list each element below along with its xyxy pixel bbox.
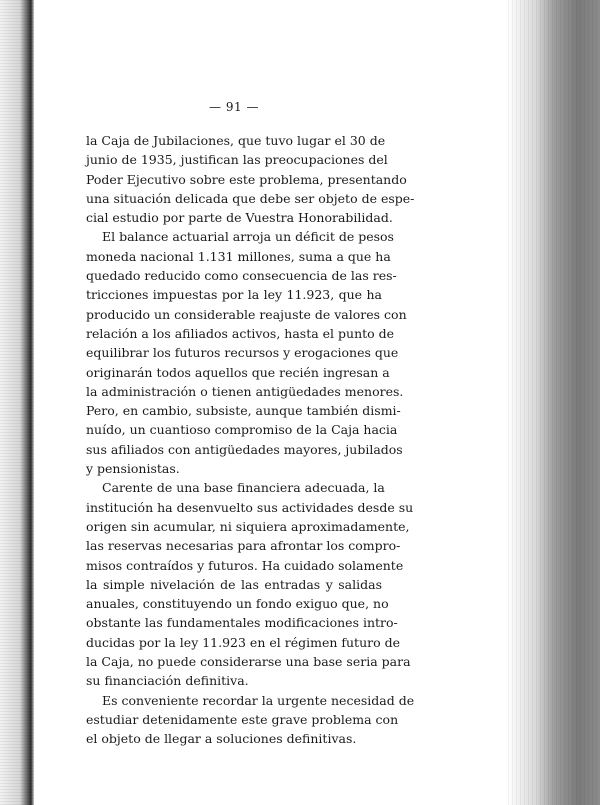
text-line: moneda nacional 1.131 millones, suma a que ha xyxy=(86,248,391,264)
text-line: las reservas necesarias para afrontar los compro- xyxy=(86,538,401,554)
text-line: cial estudio por parte de Vuestra Honorabilidad. xyxy=(86,210,393,226)
page-number: — 91 — xyxy=(209,100,259,114)
text-line: junio de 1935, justifican las preocupaciones del xyxy=(86,152,388,168)
text-line: Es conveniente recordar la urgente necesidad de xyxy=(102,692,415,708)
binding-edge xyxy=(0,0,34,805)
text-line: anuales, constituyendo un fondo exiguo que, no xyxy=(86,596,389,612)
text-line: institución ha desenvuelto sus actividades desde su xyxy=(86,499,414,515)
text-line: equilibrar los futuros recursos y erogaciones que xyxy=(86,345,399,361)
text-line: sus afiliados con antigüedades mayores, jubilados xyxy=(86,441,403,457)
text-line: quedado reducido como consecuencia de las res- xyxy=(86,268,397,284)
text-line: y pensionistas. xyxy=(86,461,180,477)
text-line: El balance actuarial arroja un déficit de pesos xyxy=(102,229,394,245)
text-line: Carente de una base financiera adecuada, la xyxy=(102,480,385,496)
text-line: nuído, un cuantioso compromiso de la Caja hacia xyxy=(86,422,398,438)
text-line: una situación delicada que debe ser objeto de espe- xyxy=(86,190,415,206)
text-line: la administración o tienen antigüedades menores. xyxy=(86,383,404,399)
text-line: el objeto de llegar a soluciones definitivas. xyxy=(86,731,357,747)
body-text xyxy=(86,131,415,749)
text-line: misos contraídos y futuros. Ha cuidado solamente xyxy=(86,557,404,573)
text-line: origen sin acumular, ni siquiera aproximadamente, xyxy=(86,518,410,534)
text-line: ducidas por la ley 11.923 en el régimen futuro de xyxy=(86,634,400,650)
text-line: Poder Ejecutivo sobre este problema, presentando xyxy=(86,171,407,187)
text-line: obstante las fundamentales modificaciones intro- xyxy=(86,615,398,631)
text-line: producido un considerable reajuste de valores con xyxy=(86,306,407,322)
text-line: la Caja, no puede considerarse una base seria para xyxy=(86,654,411,670)
text-line: la Caja de Jubilaciones, que tuvo lugar el 30 de xyxy=(86,133,386,148)
page-edge-shadow xyxy=(508,0,600,805)
text-line: tricciones impuestas por la ley 11.923, que ha xyxy=(86,287,382,303)
text-line: originarán todos aquellos que recién ingresan a xyxy=(86,364,390,380)
text-line: Pero, en cambio, subsiste, aunque también dismi- xyxy=(86,403,401,419)
text-line: estudiar detenidamente este grave problema con xyxy=(86,711,399,727)
text-line: relación a los afiliados activos, hasta el punto de xyxy=(86,325,395,341)
text-line: la simple nivelación de las entradas y salidas xyxy=(86,576,382,592)
text-line: su financiación definitiva. xyxy=(86,673,249,689)
